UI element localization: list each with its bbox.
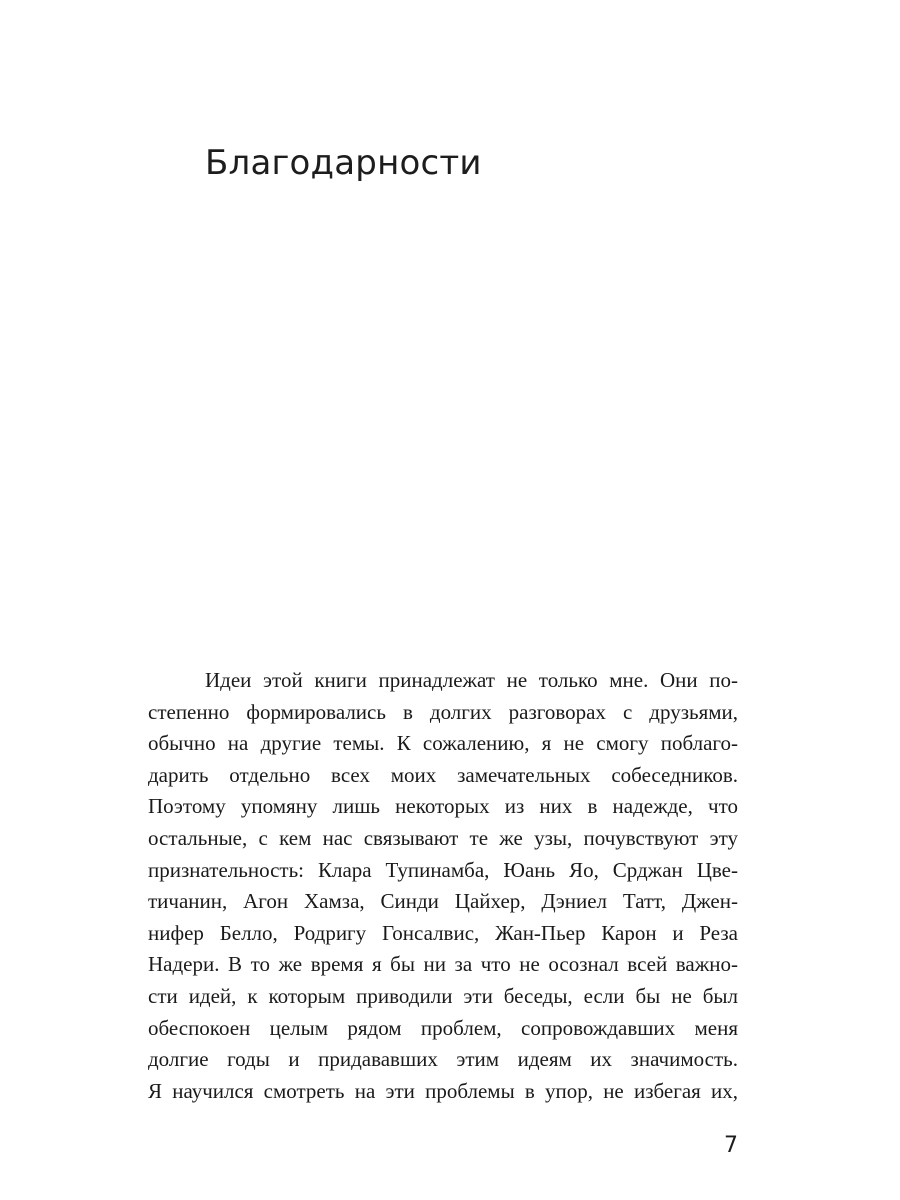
body-paragraph	[148, 665, 738, 1107]
text-line: тичанин, Агон Хамза, Синди Цайхер, Дэниел Татт, Джен-	[148, 889, 738, 914]
text-line: сти идей, к которым приводили эти беседы, если бы не был	[148, 983, 738, 1008]
text-line: долгие годы и придававших этим идеям их значимость.	[148, 1047, 738, 1072]
text-line: нифер Белло, Родригу Гонсалвис, Жан-Пьер Карон и Реза	[148, 920, 738, 945]
text-line: Идеи этой книги принадлежат не только мне. Они по-	[205, 668, 738, 692]
text-line: Поэтому упомяну лишь некоторых из них в надежде, что	[148, 794, 738, 819]
text-line: Я научился смотреть на эти проблемы в упор, не избегая их,	[148, 1078, 738, 1103]
text-line: дарить отдельно всех моих замечательных собеседников.	[148, 762, 738, 787]
text-line: признательность: Клара Тупинамба, Юань Яо, Срджан Цве-	[148, 857, 738, 882]
text-line: остальные, с кем нас связывают те же узы, почувствуют эту	[148, 825, 738, 850]
text-line: Надери. В то же время я бы ни за что не осознал всей важно-	[148, 952, 738, 977]
page-number: 7	[724, 1133, 738, 1158]
text-line: степенно формировались в долгих разговорах с друзьями,	[148, 699, 738, 724]
text-line: обеспокоен целым рядом проблем, сопровождавших меня	[148, 1015, 738, 1040]
text-line: обычно на другие темы. К сожалению, я не смогу поблаго-	[148, 731, 738, 756]
chapter-title: Благодарности	[205, 143, 482, 183]
